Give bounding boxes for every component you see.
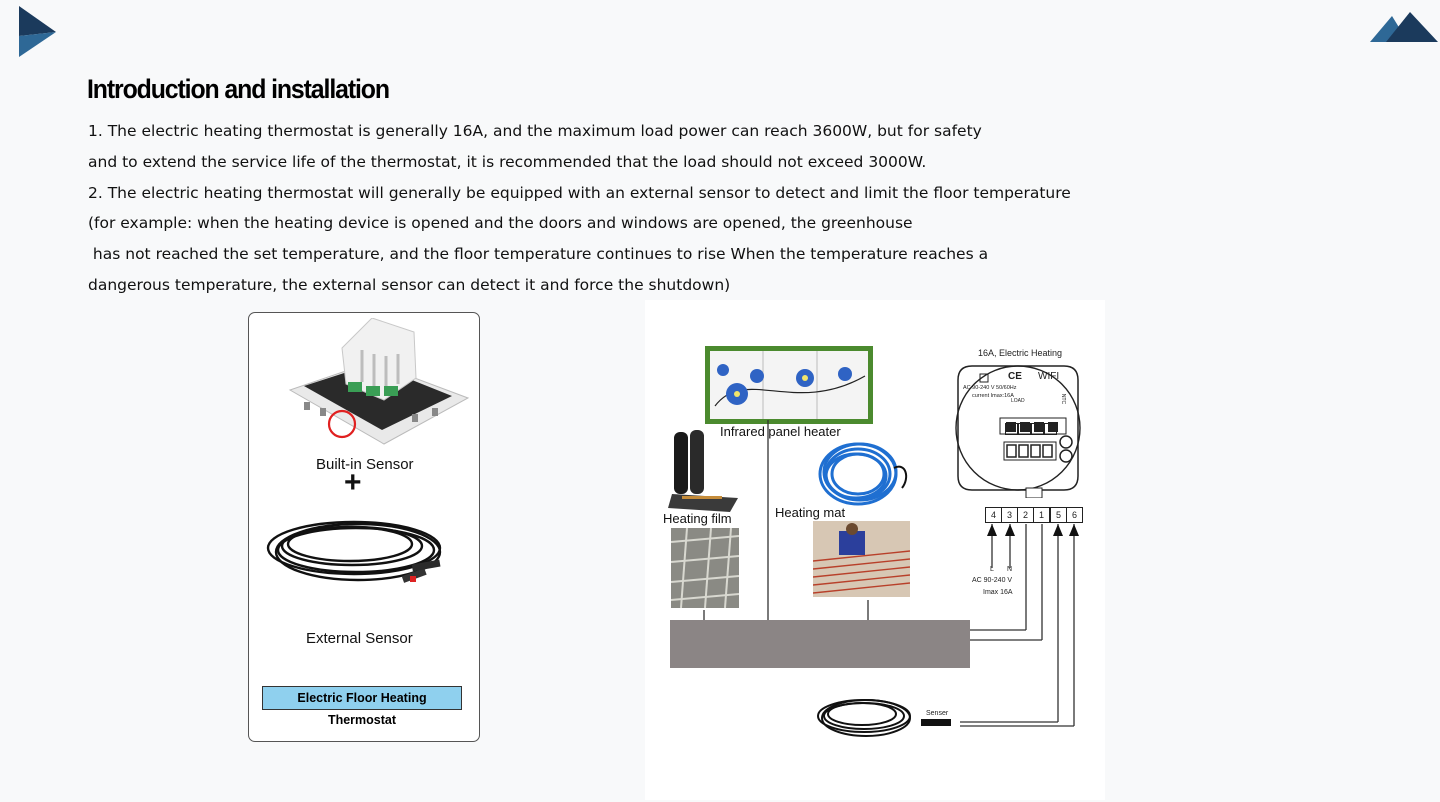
wiring-lines (660, 420, 1100, 740)
paragraph-line: has not reached the set temperature, and the floor temperature continues to rise When the temperature reaches a (88, 245, 989, 264)
external-sensor-label: External Sensor (306, 630, 413, 647)
terminal: 3 (1002, 508, 1018, 522)
paragraph-line: 1. The electric heating thermostat is generally 16A, and the maximum load power can reach 3600W, but for safety (88, 122, 982, 140)
ce-mark: CE (1008, 371, 1022, 382)
product-name-label: Electric Floor Heating Thermostat (262, 686, 462, 710)
external-sensor-cable-image (262, 508, 458, 598)
terminal: 4 (986, 508, 1002, 522)
device-title: 16A, Electric Heating (978, 348, 1063, 358)
paragraph-line: dangerous temperature, the external sensor can detect it and force the shutdown) (88, 275, 731, 294)
live-label: L (990, 566, 994, 573)
terminal: 2 (1018, 508, 1034, 522)
inner-terminal: 4 (1044, 423, 1057, 435)
ntc-label: NTC (1060, 393, 1067, 405)
sensor-label: Senser (926, 710, 949, 717)
paragraph-line: 2. The electric heating thermostat will generally be equipped with an external sensor to detect and limit the floor temperature (88, 183, 1071, 202)
terminal: 6 (1071, 510, 1077, 520)
paragraph-line: (for example: when the heating device is opened and the doors and windows are opened, the greenhouse (88, 214, 913, 233)
imax-label: Imax 16A (983, 589, 1013, 596)
ac-voltage-label: AC 90-240 V (972, 577, 1013, 584)
neutral-label: N (1007, 566, 1013, 573)
inner-terminal: 1 (1005, 423, 1018, 435)
intro-paragraph (88, 116, 1108, 301)
paragraph-line: and to extend the service life of the thermostat, it is recommended that the load should not exceed 3000W. (88, 152, 927, 171)
wifi-label: WIFI (1038, 371, 1060, 382)
infrared-panel-label: Infrared panel heater (720, 424, 841, 439)
spec-line-1: AC 90-240 V 50/60Hz (963, 385, 1017, 391)
load-label: LOAD (1011, 398, 1025, 404)
infrared-panel-image (705, 346, 873, 424)
heating-mat-label: Heating mat (775, 505, 846, 520)
terminal: 1 (1034, 508, 1051, 522)
heating-film-label: Heating film (663, 511, 732, 526)
inner-terminal: 3 (1031, 423, 1044, 435)
page-title: Introduction and installation (87, 74, 389, 104)
mountain-logo-icon (1370, 10, 1440, 44)
play-logo-icon (18, 6, 58, 60)
thermostat-module-image (284, 318, 470, 448)
load-bus-bar (670, 620, 970, 668)
spec-line-2: current Imax:16A (972, 393, 1014, 399)
floor-sensor-cable-image (814, 694, 918, 740)
builtin-sensor-label: Built-in Sensor (316, 456, 414, 473)
inner-terminal: 2 (1018, 423, 1031, 435)
terminal: 5 (1051, 508, 1067, 522)
sensor-probe (921, 719, 951, 726)
plus-sign: + (344, 466, 362, 499)
